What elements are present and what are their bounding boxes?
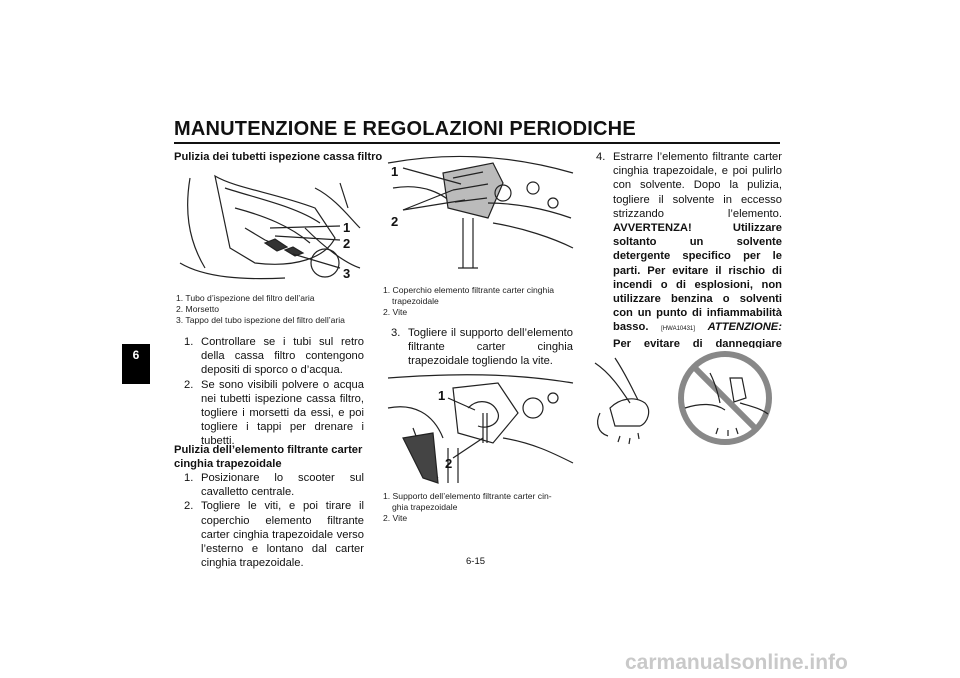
steps-airbox [184, 335, 364, 449]
step-number: 4. [596, 151, 606, 163]
page-title: MANUTENZIONE E REGOLAZIONI PERIODICHE [174, 118, 636, 140]
callout-3: 3 [343, 266, 351, 281]
figure-vbelt-support-caption [383, 491, 552, 523]
callout-2: 2 [343, 236, 351, 251]
callout-2: 2 [445, 456, 453, 471]
section-heading-vbelt: Pulizia dell’elemento filtrante carter cinghia trapezoidale [174, 444, 363, 471]
list-item [184, 471, 364, 499]
caption-line: 3. Tappo del tubo ispezione del filtro dell’aria [176, 314, 345, 325]
figure-vbelt-cover-caption [383, 285, 554, 317]
step-number: 1. [184, 336, 194, 348]
warning-label: AVVERTENZA! [613, 222, 692, 235]
callout-1: 1 [438, 388, 446, 403]
chapter-tab: 6 [122, 344, 150, 384]
caution-code: [HCA10521] [684, 385, 718, 392]
caption-line: 1. Tubo d’ispezione del filtro dell’aria [176, 293, 315, 303]
caption-line: ghia trapezoidale [392, 501, 458, 512]
step-number: 1. [184, 472, 194, 484]
caption-line: 2. Vite [383, 306, 408, 317]
warning-text: Utilizzare soltanto un solvente detergente specifico per le parti. Per evitare il rischio di incendi o di esplosioni, non utilizzare benzina o solventi con un punto di infiammabilità basso. [613, 222, 782, 334]
list-item [184, 335, 364, 378]
caution-text: Per evitare di danneggiare l’elemento del filtro aria, maneggiarlo con delicatezza e non torcerlo. [613, 337, 782, 393]
step-text: Estrarre l’elemento filtrante carter cinghia trapezoidale, e poi pulirlo con solvente. Dopo la pulizia, togliere il solvente in eccesso strizzando l’elemento. [613, 151, 782, 220]
column-1 [174, 150, 383, 164]
section-heading-airbox: Pulizia dei tubetti ispezione cassa filtro [174, 151, 383, 163]
caption-line: trapezoidale [392, 295, 439, 306]
step-text: Togliere il supporto dell’elemento filtrante carter cinghia trapezoidale togliendo la vite. [408, 327, 573, 368]
list-item [184, 378, 364, 449]
step-text: Posizionare lo scooter sul cavalletto centrale. [201, 472, 364, 499]
step-text: Togliere le viti, e poi tirare il coperchio elemento filtrante carter cinghia trapezoidale verso l’esterno e lontano dal carter cinghia trapezoidale. [201, 500, 364, 570]
caution-label: ATTENZIONE: [707, 321, 782, 334]
page-number: 6-15 [466, 556, 486, 567]
step-text: Se sono visibili polvere o acqua nei tubetti ispezione cassa filtro, togliere i morsetti da essi, e poi togliere i tappi per drenare i tubetti. [201, 378, 364, 448]
watermark: carmanualsonline.info [625, 651, 848, 674]
step-number: 2. [184, 378, 194, 391]
caption-line: 1. Coperchio elemento filtrante carter cinghia [383, 285, 555, 295]
warning-code: [HWA10431] [661, 326, 695, 333]
list-item [391, 326, 573, 369]
caption-line: 2. Morsetto [176, 303, 219, 314]
step-text: Controllare se i tubi sul retro della cassa filtro contengono depositi di sporco o d’acqua. [201, 336, 364, 377]
step-number: 2. [184, 500, 194, 513]
list-item [184, 499, 364, 570]
title-rule [174, 142, 780, 144]
figure-vbelt-support [383, 368, 575, 486]
caption-line: 2. Vite [383, 512, 408, 523]
figure-airbox-tubes [175, 168, 365, 283]
figure-airbox-caption [176, 293, 345, 325]
figure-squeeze-not-twist [590, 348, 782, 448]
caption-line: 1. Supporto dell’elemento filtrante carter cin- [383, 491, 552, 501]
callout-2: 2 [391, 214, 399, 229]
callout-1: 1 [343, 220, 351, 235]
steps-vbelt [184, 471, 364, 570]
step-3 [391, 326, 573, 369]
callout-1: 1 [391, 164, 399, 179]
step-number: 3. [391, 327, 401, 339]
figure-vbelt-cover [383, 148, 575, 278]
